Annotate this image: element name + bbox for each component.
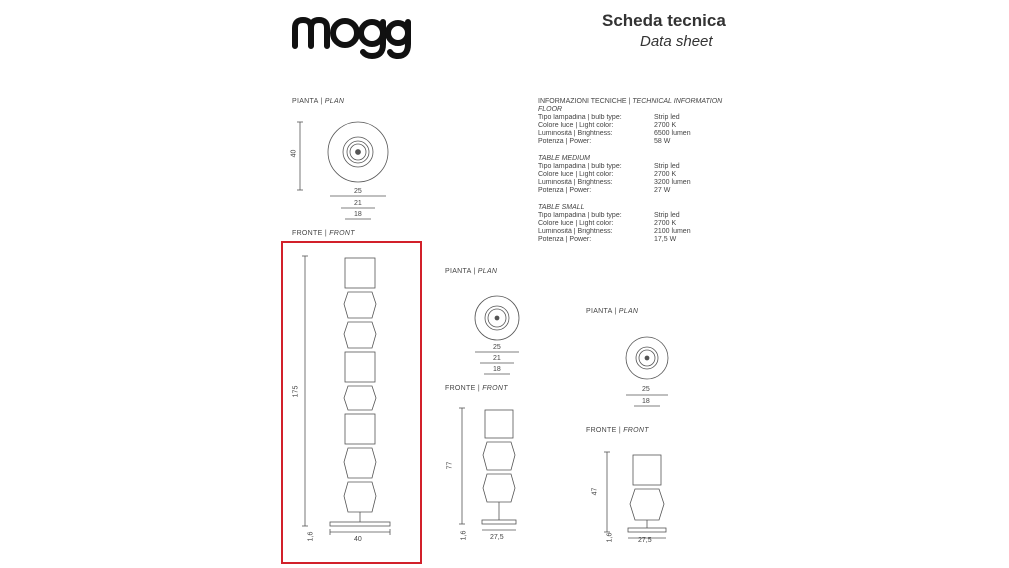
info-header: INFORMAZIONI TECNICHE | TECHNICAL INFORMATION	[538, 98, 723, 105]
info-row: Tipo lampadina | bulb type: Strip led	[538, 212, 680, 219]
info-row: Tipo lampadina | bulb type: Strip led	[538, 163, 680, 170]
page-subtitle: Data sheet	[640, 33, 713, 50]
floor-plan-drawing	[297, 122, 388, 219]
info-section-title: FLOOR	[538, 106, 563, 113]
info-row: Potenza | Power: 58 W	[538, 138, 671, 145]
floor-front-height: 175	[292, 385, 300, 398]
floor-front-base-height: 1,6	[307, 531, 315, 542]
small-front-base-height: 1,6	[606, 532, 614, 543]
medium-front-base-width: 27,5	[490, 534, 504, 541]
info-row: Luminosità | Brightness: 6500 lumen	[538, 130, 691, 137]
info-row: Colore luce | Light color: 2700 K	[538, 220, 677, 227]
page-title: Scheda tecnica	[602, 11, 726, 30]
medium-plan-label: PIANTA | PLAN	[445, 268, 498, 275]
floor-plan-d2: 21	[354, 200, 362, 207]
info-row: Luminosità | Brightness: 3200 lumen	[538, 179, 691, 186]
info-row: Tipo lampadina | bulb type: Strip led	[538, 114, 680, 121]
info-row: Potenza | Power: 27 W	[538, 187, 671, 194]
info-row: Potenza | Power: 17,5 W	[538, 236, 677, 243]
small-front-height: 47	[591, 487, 599, 496]
small-plan-drawing	[626, 337, 668, 406]
medium-front-drawing	[459, 408, 516, 530]
floor-plan-d1: 25	[354, 188, 362, 195]
floor-plan-label: PIANTA | PLAN	[292, 98, 345, 105]
floor-front-label: FRONTE | FRONT	[292, 230, 355, 237]
medium-front-label: FRONTE | FRONT	[445, 385, 508, 392]
medium-front-height: 77	[446, 461, 454, 470]
small-plan-d2: 18	[642, 398, 650, 405]
medium-plan-d1: 25	[493, 344, 501, 351]
floor-plan-d3: 18	[354, 211, 362, 218]
info-row: Colore luce | Light color: 2700 K	[538, 171, 677, 178]
medium-plan-drawing	[475, 296, 519, 374]
small-plan-label: PIANTA | PLAN	[586, 308, 639, 315]
small-plan-d1: 25	[642, 386, 650, 393]
info-section-title: TABLE SMALL	[538, 204, 585, 211]
floor-front-base-width: 40	[354, 536, 362, 543]
small-front-label: FRONTE | FRONT	[586, 427, 649, 434]
info-row: Colore luce | Light color: 2700 K	[538, 122, 677, 129]
medium-plan-d2: 21	[493, 355, 501, 362]
medium-front-base-height: 1,6	[460, 530, 468, 541]
floor-lamp-highlight	[281, 241, 422, 564]
floor-plan-height: 40	[290, 149, 298, 158]
small-front-drawing	[604, 452, 666, 538]
info-row: Luminosità | Brightness: 2100 lumen	[538, 228, 691, 235]
small-front-base-width: 27,5	[638, 537, 652, 544]
info-section-title: TABLE MEDIUM	[538, 155, 590, 162]
medium-plan-d3: 18	[493, 366, 501, 373]
